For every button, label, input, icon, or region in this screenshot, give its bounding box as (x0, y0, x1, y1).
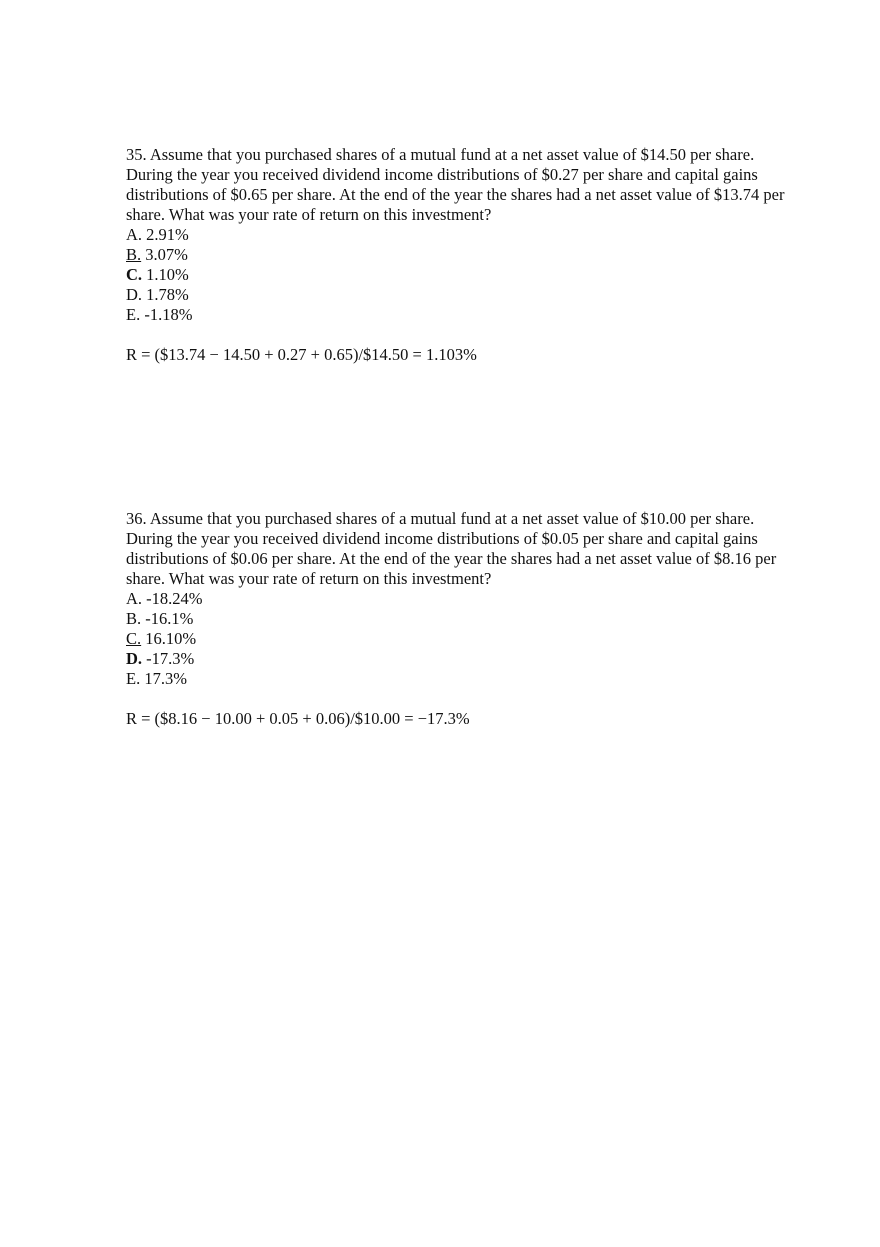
question-35 (126, 145, 786, 365)
option-text: 1.78% (142, 285, 189, 304)
option-letter: E. (126, 305, 141, 324)
option-e (126, 305, 786, 325)
option-text: -17.3% (142, 649, 195, 668)
option-a (126, 589, 786, 609)
answer-options (126, 589, 786, 689)
question-36 (126, 509, 786, 729)
option-text: -16.1% (141, 609, 194, 628)
option-text: 16.10% (141, 629, 197, 648)
option-b (126, 245, 786, 265)
option-text: -18.24% (142, 589, 203, 608)
option-letter: D. (126, 285, 143, 304)
option-letter: C. (126, 265, 143, 284)
solution-formula: R = ($8.16 − 10.00 + 0.05 + 0.06)/$10.00 = −17.3% (126, 709, 470, 728)
option-letter: E. (126, 669, 141, 688)
option-c (126, 265, 786, 285)
option-text: 2.91% (142, 225, 189, 244)
option-a (126, 225, 786, 245)
option-letter: B. (126, 609, 142, 628)
option-text: 17.3% (140, 669, 187, 688)
answer-options (126, 225, 786, 325)
option-e (126, 669, 786, 689)
option-letter: A. (126, 589, 143, 608)
option-letter: D. (126, 649, 143, 668)
option-letter: A. (126, 225, 143, 244)
option-text: -1.18% (140, 305, 193, 324)
option-d (126, 649, 786, 669)
option-letter: B. (126, 245, 142, 264)
question-stem: 35. Assume that you purchased shares of a mutual fund at a net asset value of $14.50 per share. During the year you received dividend income distributions of $0.27 per share and capital gains distributions of $0.65 per share. At the end of the year the shares had a net asset value of $13.74 per share. What was your rate of return on this investment? (126, 145, 785, 224)
solution-formula: R = ($13.74 − 14.50 + 0.27 + 0.65)/$14.50 = 1.103% (126, 345, 477, 364)
option-d (126, 285, 786, 305)
option-text: 1.10% (142, 265, 189, 284)
option-b (126, 609, 786, 629)
option-letter: C. (126, 629, 142, 648)
question-stem: 36. Assume that you purchased shares of a mutual fund at a net asset value of $10.00 per share. During the year you received dividend income distributions of $0.05 per share and capital gains distributions of $0.06 per share. At the end of the year the shares had a net asset value of $8.16 per share. What was your rate of return on this investment? (126, 509, 777, 588)
option-c (126, 629, 786, 649)
option-text: 3.07% (141, 245, 188, 264)
